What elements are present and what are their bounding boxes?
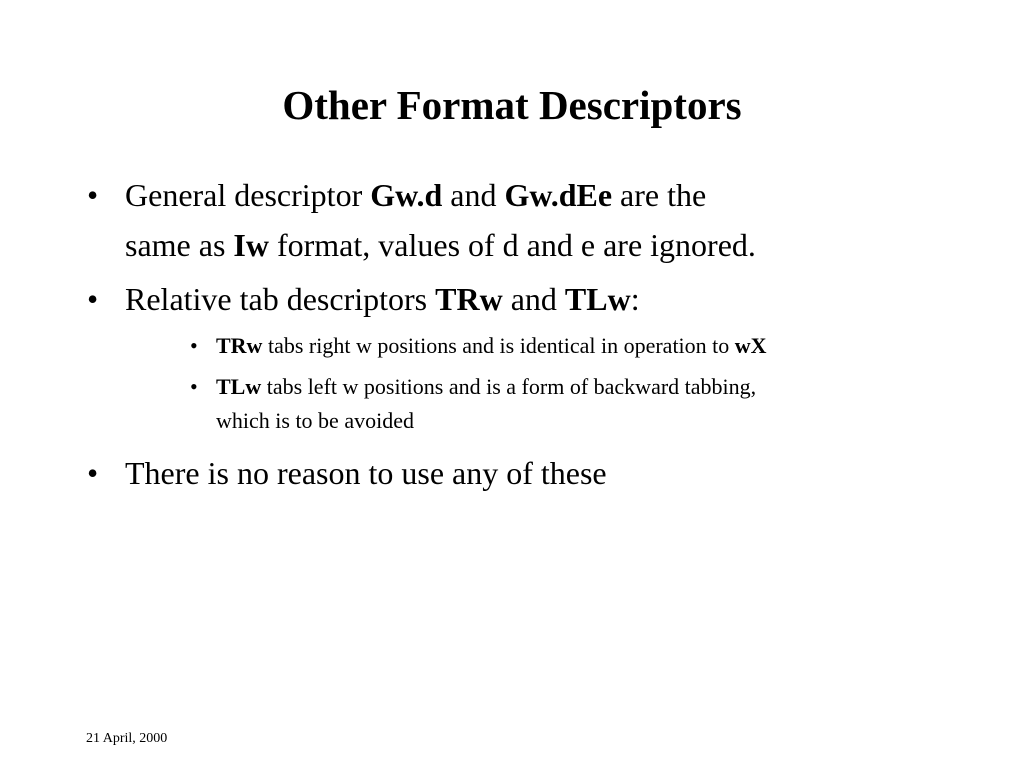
text-run: same as [125,227,234,263]
text-run: format, values of d and e are ignored. [268,227,756,263]
bullet-line [125,448,925,498]
bullet-line [125,220,925,270]
bullet-item-relative-tab [87,274,925,324]
bullet-item-general-descriptor [87,170,925,270]
footer-date: 21 April, 2000 [86,731,168,746]
text-run-bold: TRw [216,333,263,358]
text-run-bold: TLw [564,281,631,317]
text-run: General descriptor [125,177,371,213]
text-run: tabs left w positions and is a form of backward tabbing, [261,374,757,399]
text-run: Relative tab descriptors [125,281,436,317]
bullet-marker: • [87,281,99,317]
bullet-line [216,404,946,438]
text-run-bold: TLw [216,374,262,399]
text-run: : [630,281,640,317]
bullet-line [125,170,925,220]
bullet-marker: • [87,455,99,491]
bullet-marker: • [87,177,99,213]
sub-bullet-item-tlw [190,370,946,438]
bullet-line [216,329,946,363]
text-run-bold: Gw.d [370,177,443,213]
text-run-bold: TRw [435,281,503,317]
text-run: which is to be avoided [216,408,414,433]
bullet-marker: • [190,333,198,358]
bullet-item-no-reason [87,448,925,498]
text-run-bold: Iw [233,227,269,263]
text-run-bold: Gw.dEe [504,177,613,213]
bullet-marker: • [190,374,198,399]
sub-bullet-item-trw [190,329,946,363]
text-run: tabs right w positions and is identical in operation to [262,333,735,358]
text-run: are the [612,177,707,213]
text-run: and [442,177,505,213]
text-run-bold: wX [734,333,767,358]
slide-title: Other Format Descriptors [282,82,742,128]
bullet-line [216,370,946,404]
text-run: There is no reason to use any of these [125,455,607,491]
bullet-line [125,274,925,324]
text-run: and [502,281,565,317]
